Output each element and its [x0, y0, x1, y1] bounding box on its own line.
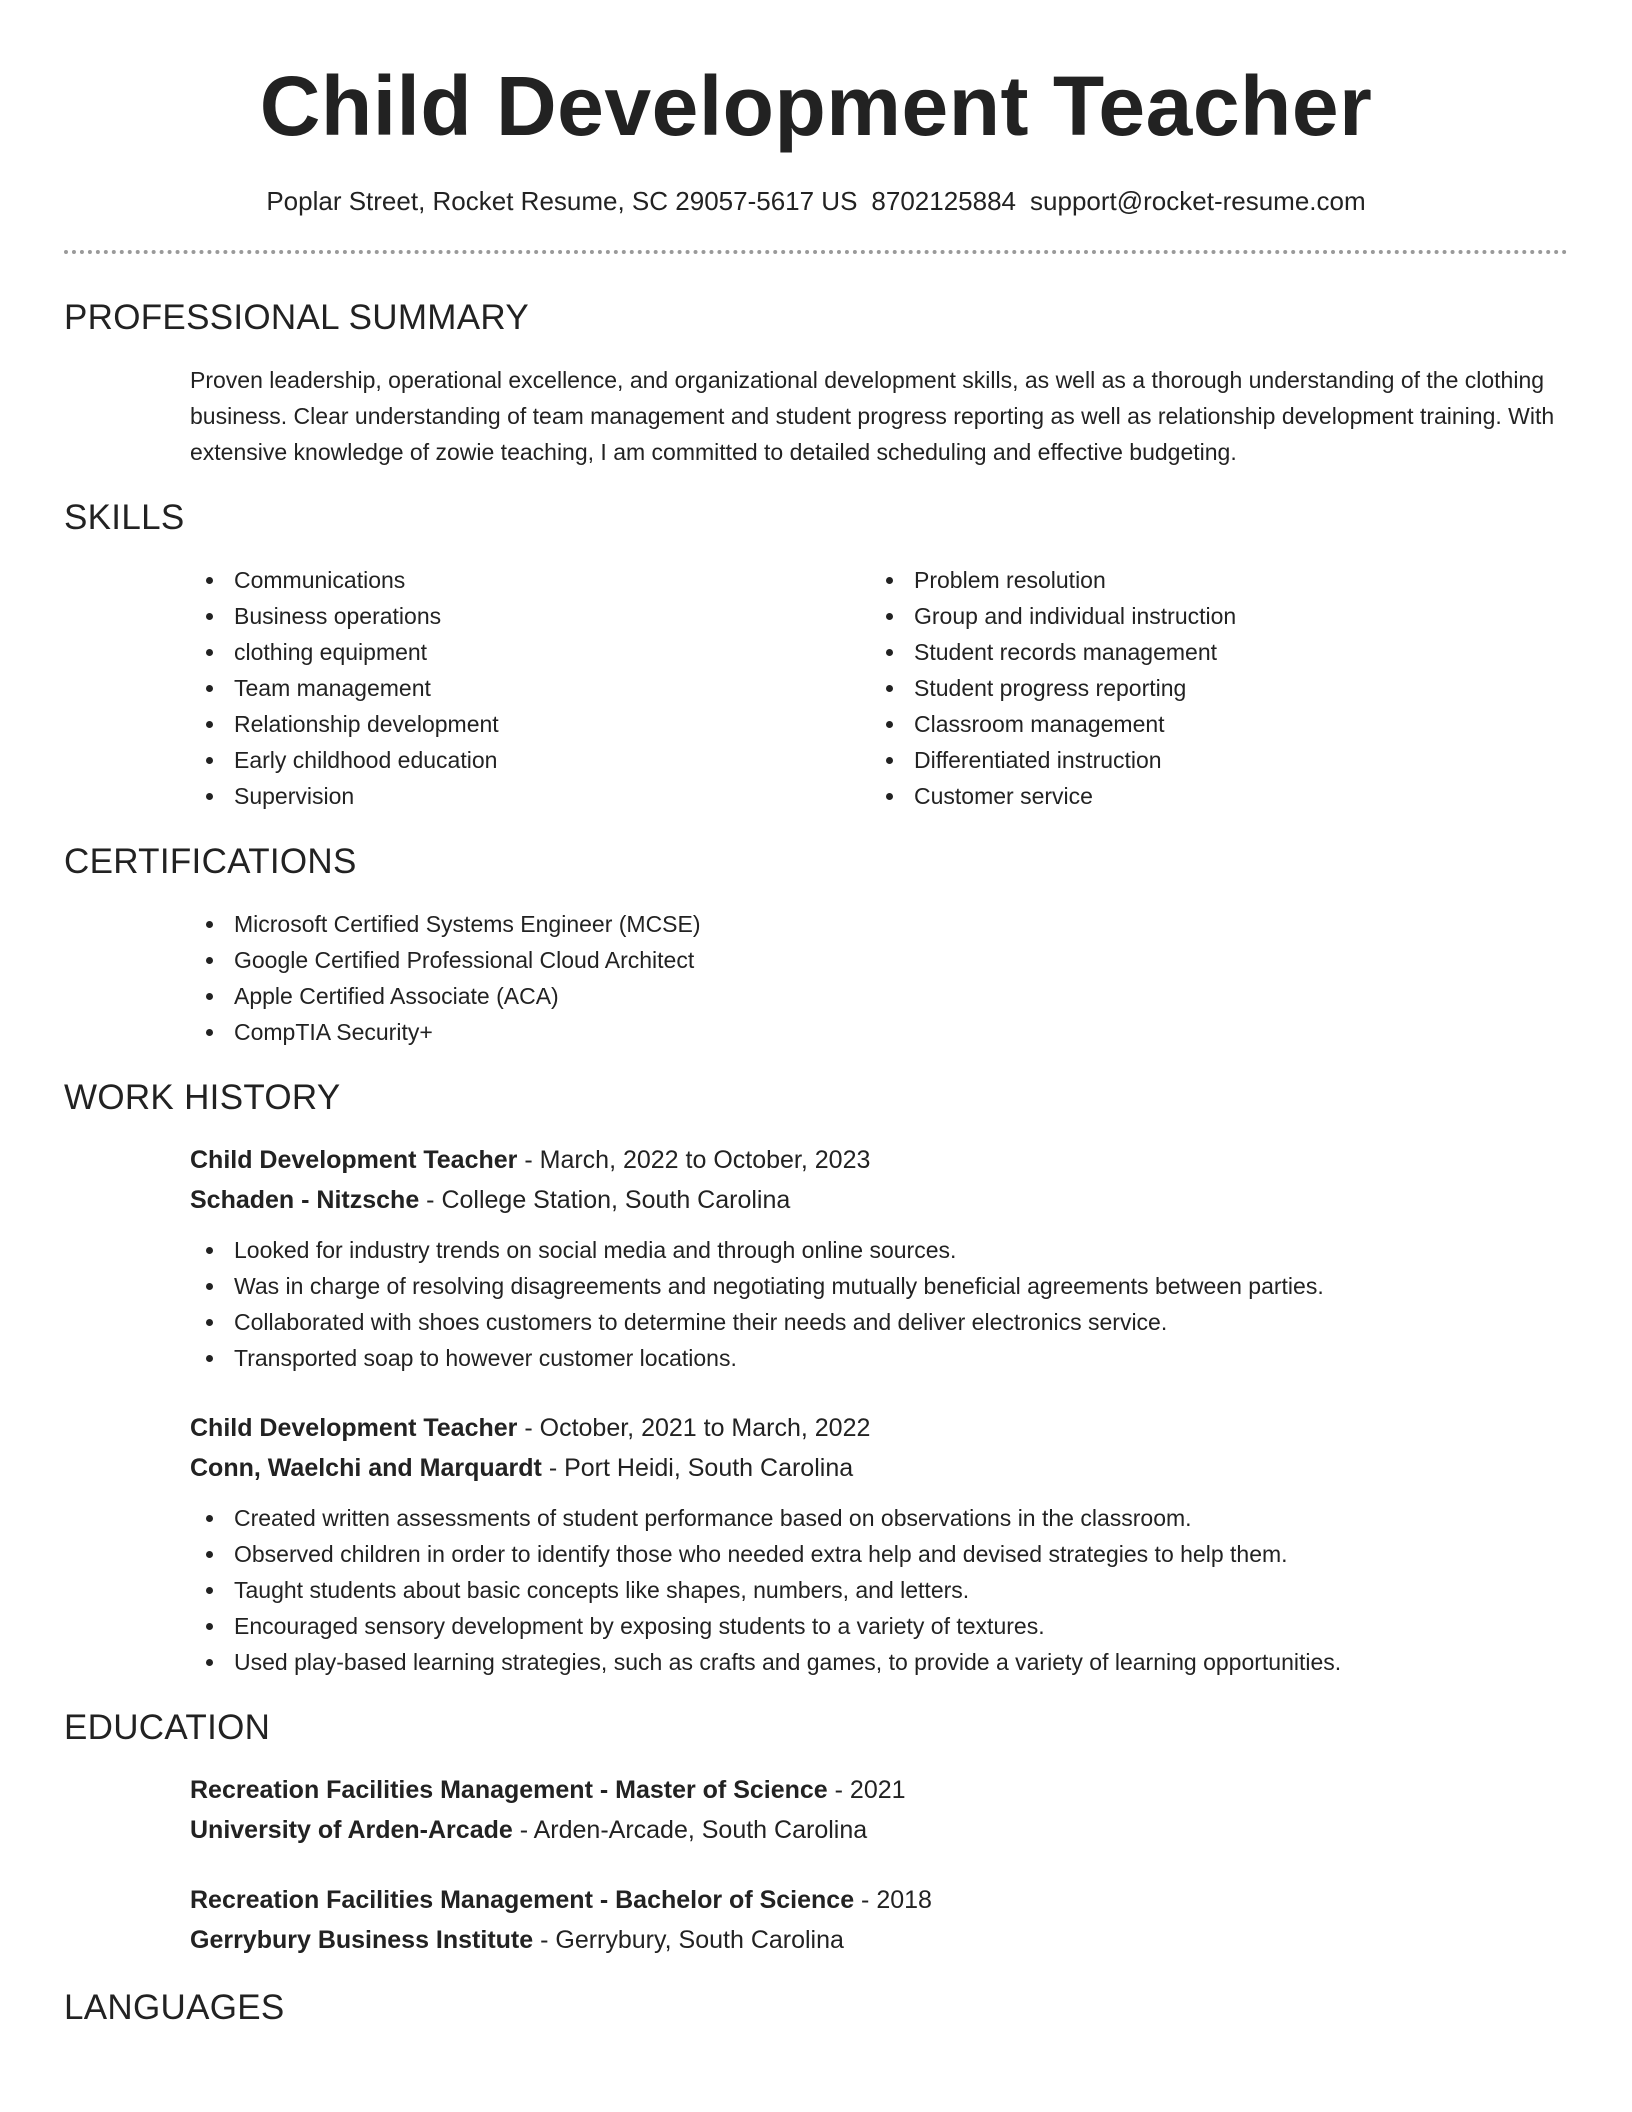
degree-name: Recreation Facilities Management - Bachelor of Science	[190, 1886, 855, 1914]
work-history-section	[64, 1076, 1568, 1680]
summary-section	[64, 296, 1568, 470]
job-location: - College Station, South Carolina	[419, 1186, 791, 1214]
education-entry	[190, 1880, 1568, 1960]
job-duty: Used play-based learning strategies, such as crafts and games, to provide a variety of learning opportunities.	[190, 1644, 1568, 1680]
certification-item: Google Certified Professional Cloud Architect	[190, 942, 1568, 978]
job-duty: Observed children in order to identify those who needed extra help and devised strategies to help them.	[190, 1536, 1568, 1572]
summary-text: Proven leadership, operational excellence, and organizational development skills, as well as a thorough understanding of the clothing business. Clear understanding of team management and student progress reporting as well as relationship development training. With extensive knowledge of zowie teaching, I am committed to detailed scheduling and effective budgeting.	[190, 367, 1555, 465]
skill-item: Problem resolution	[870, 562, 1550, 598]
skill-item: Team management	[190, 670, 870, 706]
education-section	[64, 1706, 1568, 1960]
skill-item: Early childhood education	[190, 742, 870, 778]
job-duty: Looked for industry trends on social media and through online sources.	[190, 1232, 1568, 1268]
degree-year: - 2018	[854, 1886, 932, 1914]
skill-item: Business operations	[190, 598, 870, 634]
skill-item: Group and individual instruction	[870, 598, 1550, 634]
school-name: University of Arden-Arcade	[190, 1816, 513, 1844]
school-location: - Gerrybury, South Carolina	[533, 1926, 844, 1954]
school-line	[190, 1920, 1568, 1960]
skills-list-left	[190, 562, 870, 814]
skill-item: Supervision	[190, 778, 870, 814]
summary-title: PROFESSIONAL SUMMARY	[64, 298, 529, 337]
skill-item: Student progress reporting	[870, 670, 1550, 706]
job-duties-list	[190, 1500, 1568, 1680]
skill-item: Differentiated instruction	[870, 742, 1550, 778]
skill-item: Communications	[190, 562, 870, 598]
candidate-name: Child Development Teacher	[259, 59, 1373, 153]
skills-list-right	[870, 562, 1550, 814]
skill-item: Relationship development	[190, 706, 870, 742]
job-company-line	[190, 1448, 1568, 1488]
degree-line	[190, 1770, 1568, 1810]
skill-item: Customer service	[870, 778, 1550, 814]
skill-item: clothing equipment	[190, 634, 870, 670]
phone-text: 8702125884	[871, 186, 1017, 216]
job-dates: - October, 2021 to March, 2022	[517, 1414, 871, 1442]
languages-section	[64, 1986, 1568, 2030]
address-text: Poplar Street, Rocket Resume, SC 29057-5617 US	[266, 186, 858, 216]
school-line	[190, 1810, 1568, 1850]
school-name: Gerrybury Business Institute	[190, 1926, 534, 1954]
certifications-title: CERTIFICATIONS	[64, 842, 357, 881]
job-duty: Was in charge of resolving disagreements and negotiating mutually beneficial agreements between parties.	[190, 1268, 1568, 1304]
job-company: Schaden - Nitzsche	[190, 1186, 420, 1214]
resume-page	[64, 0, 1568, 2030]
job-duty: Transported soap to however customer locations.	[190, 1340, 1568, 1376]
certifications-section	[64, 840, 1568, 1050]
degree-line	[190, 1880, 1568, 1920]
job-role: Child Development Teacher	[190, 1414, 518, 1442]
languages-title: LANGUAGES	[64, 1988, 285, 2027]
job-title-line	[190, 1408, 1568, 1448]
job-duties-list	[190, 1232, 1568, 1376]
contact-line	[64, 184, 1568, 218]
skill-item: Student records management	[870, 634, 1550, 670]
job-dates: - March, 2022 to October, 2023	[517, 1146, 871, 1174]
job-entry	[190, 1408, 1568, 1488]
work-history-title: WORK HISTORY	[64, 1078, 341, 1117]
certification-item: Apple Certified Associate (ACA)	[190, 978, 1568, 1014]
header-divider	[64, 250, 1568, 254]
job-company-line	[190, 1180, 1568, 1220]
skills-section	[64, 496, 1568, 814]
skill-item: Classroom management	[870, 706, 1550, 742]
degree-name: Recreation Facilities Management - Master of Science	[190, 1776, 828, 1804]
skills-title: SKILLS	[64, 498, 185, 537]
job-title-line	[190, 1140, 1568, 1180]
job-role: Child Development Teacher	[190, 1146, 518, 1174]
job-location: - Port Heidi, South Carolina	[541, 1454, 854, 1482]
job-duty: Taught students about basic concepts like shapes, numbers, and letters.	[190, 1572, 1568, 1608]
school-location: - Arden-Arcade, South Carolina	[512, 1816, 868, 1844]
job-entry	[190, 1140, 1568, 1220]
email-link[interactable]: support@rocket-resume.com	[1030, 186, 1366, 216]
certification-item: Microsoft Certified Systems Engineer (MCSE)	[190, 906, 1568, 942]
job-duty: Encouraged sensory development by exposing students to a variety of textures.	[190, 1608, 1568, 1644]
education-entry	[190, 1770, 1568, 1850]
degree-year: - 2021	[827, 1776, 906, 1804]
skills-columns	[190, 562, 1568, 814]
job-company: Conn, Waelchi and Marquardt	[190, 1454, 542, 1482]
certifications-list	[190, 906, 1568, 1050]
certification-item: CompTIA Security+	[190, 1014, 1568, 1050]
education-title: EDUCATION	[64, 1708, 271, 1747]
job-duty: Created written assessments of student performance based on observations in the classroom.	[190, 1500, 1568, 1536]
job-duty: Collaborated with shoes customers to determine their needs and deliver electronics service.	[190, 1304, 1568, 1340]
